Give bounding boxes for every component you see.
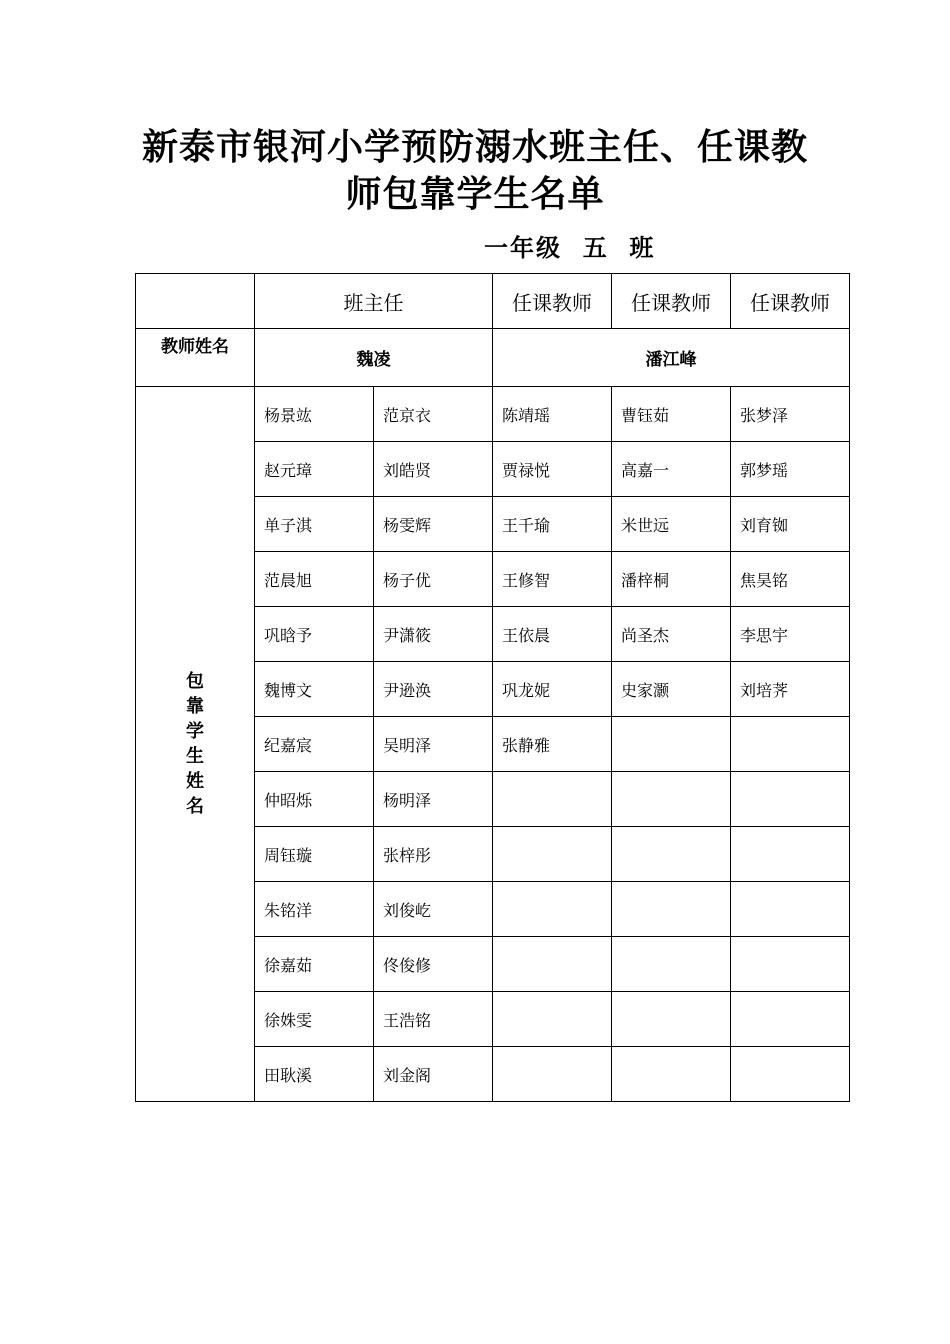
student-name-cell [493, 827, 612, 882]
homeroom-teacher-name: 魏凌 [255, 329, 493, 387]
student-name-cell: 尚圣杰 [612, 607, 731, 662]
student-name-cell [731, 717, 850, 772]
student-name-cell: 王浩铭 [374, 992, 493, 1047]
student-name-cell: 刘皓贤 [374, 442, 493, 497]
student-name-cell: 仲昭烁 [255, 772, 374, 827]
document-title-line1: 新泰市银河小学预防溺水班主任、任课教 [141, 126, 808, 168]
student-name-cell [731, 1047, 850, 1102]
header-row [136, 274, 850, 329]
student-name-cell [612, 882, 731, 937]
student-name-cell: 张梦泽 [731, 387, 850, 442]
student-name-cell [731, 827, 850, 882]
student-name-cell: 刘金阁 [374, 1047, 493, 1102]
student-name-cell: 范晨旭 [255, 552, 374, 607]
student-name-cell: 杨明泽 [374, 772, 493, 827]
student-name-cell: 高嘉一 [612, 442, 731, 497]
student-name-cell: 杨景竑 [255, 387, 374, 442]
student-name-cell: 单子淇 [255, 497, 374, 552]
student-name-cell: 曹钰茹 [612, 387, 731, 442]
student-name-cell: 吴明泽 [374, 717, 493, 772]
student-name-cell [612, 1047, 731, 1102]
student-name-cell [612, 827, 731, 882]
student-name-cell: 范京衣 [374, 387, 493, 442]
subject-teacher-name: 潘江峰 [493, 329, 850, 387]
student-name-cell [731, 772, 850, 827]
document-title-line2: 师包靠学生名单 [345, 173, 605, 215]
student-name-cell: 郭梦瑶 [731, 442, 850, 497]
student-names-label-char: 学 [186, 721, 204, 742]
student-name-cell [493, 937, 612, 992]
student-names-label-char: 生 [186, 746, 204, 767]
student-name-cell: 魏博文 [255, 662, 374, 717]
student-name-cell [731, 992, 850, 1047]
student-name-cell: 潘梓桐 [612, 552, 731, 607]
student-name-cell: 王修智 [493, 552, 612, 607]
header-subject-teacher-1: 任课教师 [493, 274, 612, 329]
student-name-cell: 张梓彤 [374, 827, 493, 882]
header-subject-teacher-3: 任课教师 [731, 274, 850, 329]
student-name-cell: 杨子优 [374, 552, 493, 607]
student-names-label-char: 靠 [186, 696, 204, 717]
class-label: 一年级 五 班 [484, 233, 656, 262]
student-names-label-char: 包 [186, 671, 204, 692]
student-name-cell: 佟俊修 [374, 937, 493, 992]
student-name-cell: 徐嘉茹 [255, 937, 374, 992]
student-name-cell: 田耿溪 [255, 1047, 374, 1102]
header-homeroom-teacher: 班主任 [255, 274, 493, 329]
student-name-cell [493, 772, 612, 827]
student-name-cell: 刘培荠 [731, 662, 850, 717]
student-name-cell: 纪嘉宸 [255, 717, 374, 772]
student-name-cell [612, 992, 731, 1047]
student-names-label-char: 姓 [186, 771, 204, 792]
student-name-cell [731, 937, 850, 992]
student-name-cell: 巩龙妮 [493, 662, 612, 717]
student-name-cell: 杨雯辉 [374, 497, 493, 552]
student-row [136, 387, 850, 442]
student-name-cell: 李思宇 [731, 607, 850, 662]
student-name-cell: 刘俊屹 [374, 882, 493, 937]
student-name-cell: 张静雅 [493, 717, 612, 772]
student-name-cell: 尹潇筱 [374, 607, 493, 662]
student-names-label-char: 名 [186, 796, 204, 817]
student-name-cell [493, 1047, 612, 1102]
student-name-cell [612, 772, 731, 827]
student-name-cell: 陈靖瑶 [493, 387, 612, 442]
student-name-cell: 周钰璇 [255, 827, 374, 882]
student-name-cell [731, 882, 850, 937]
student-name-cell [612, 937, 731, 992]
student-name-cell: 刘育铷 [731, 497, 850, 552]
student-name-cell: 王千瑜 [493, 497, 612, 552]
student-name-cell [612, 717, 731, 772]
student-name-cell [493, 992, 612, 1047]
student-name-cell: 尹逊涣 [374, 662, 493, 717]
student-assignment-table [135, 273, 850, 1102]
student-name-cell: 巩晗予 [255, 607, 374, 662]
student-name-cell: 史家灏 [612, 662, 731, 717]
header-blank-cell [136, 274, 255, 329]
teacher-name-row [136, 329, 850, 387]
student-name-cell: 米世远 [612, 497, 731, 552]
student-names-label [136, 387, 255, 1102]
student-name-cell: 王依晨 [493, 607, 612, 662]
student-name-cell [493, 882, 612, 937]
student-name-cell: 赵元璋 [255, 442, 374, 497]
header-subject-teacher-2: 任课教师 [612, 274, 731, 329]
student-name-cell: 焦昊铭 [731, 552, 850, 607]
student-name-cell: 徐姝雯 [255, 992, 374, 1047]
student-name-cell: 贾禄悦 [493, 442, 612, 497]
teacher-name-label: 教师姓名 [136, 329, 255, 387]
student-name-cell: 朱铭洋 [255, 882, 374, 937]
